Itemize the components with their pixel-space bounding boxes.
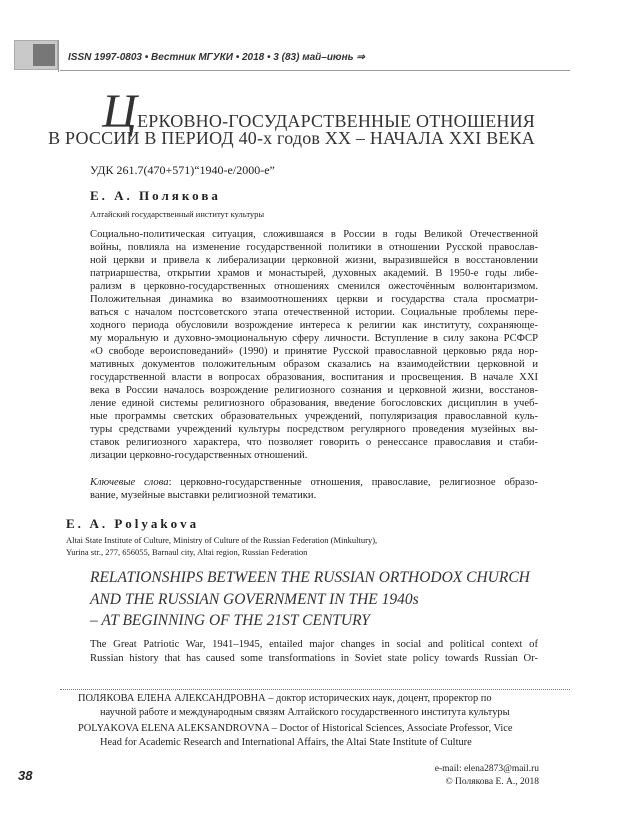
bio-ru-line1: ПОЛЯКОВА ЕЛЕНА АЛЕКСАНДРОВНА – доктор исторических наук, доцент, проректор по	[78, 693, 492, 704]
article-title-en	[90, 567, 530, 632]
abstract-ru-line: ставок религиозного характера, что позволяет говорить о ренессансе православия и стаби-	[90, 437, 538, 448]
abstract-ru-line: войны, повлияла на изменение государственной политики в отношении Русской православ-	[90, 242, 538, 253]
author-bio-ru	[78, 692, 538, 720]
title-dropcap: Ц	[102, 85, 138, 138]
abstract-ru-line: туры средствами учреждений культуры посредством регулярного проведения музейных вы-	[90, 424, 538, 435]
affiliation-en-line1: Altai State Institute of Culture, Ministry of Culture of the Russian Federation (Minkultury),	[66, 535, 378, 545]
title-text-1: ЕРКОВНО-ГОСУДАРСТВЕННЫЕ ОТНОШЕНИЯ	[137, 111, 535, 131]
keywords-text-1: : церковно-государственные отношения, православие, религиозное образо-	[168, 477, 538, 488]
bio-en-line1: POLYAKOVA ELENA ALEKSANDROVNA – Doctor of Historical Sciences, Associate Professor, Vice	[78, 723, 513, 734]
abstract-ru-line: государственной власти в вопросах образования, воспитания и просвещения. В начале XXI	[90, 372, 538, 383]
bio-ru-line2: научной работе и международным связям Алтайского государственного института культуры	[100, 707, 510, 718]
keywords-text-2: вание, музейные выставки религиозной тематики.	[90, 490, 317, 501]
abstract-ru-line: «О свободе вероисповеданий» (1990) и принятие Русской православной церковью ряда нор-	[90, 346, 538, 357]
affiliation-en	[66, 534, 377, 558]
affiliation-en-line2: Yurina str., 277, 656055, Barnaul city, Altai region, Russian Federation	[66, 547, 308, 557]
header-divider	[58, 40, 59, 72]
author-bio-en	[78, 722, 538, 750]
affiliation-ru: Алтайский государственный институт культуры	[90, 209, 265, 219]
page-number: 38	[18, 768, 33, 783]
article-title-line2: В РОССИИ В ПЕРИОД 40-х годов XX – НАЧАЛА XXI ВЕКА	[48, 128, 535, 148]
author-en: E. A. Polyakova	[66, 516, 200, 531]
abstract-en-line: The Great Patriotic War, 1941–1945, entailed major changes in social and political context of	[90, 639, 538, 650]
abstract-ru-line: му моральную и духовно-эмоциональную сферу личности. Вступление в силу закона РСФСР	[90, 333, 538, 344]
abstract-en-line: Russian history that has caused some transformations in Soviet state policy towards Russian Or-	[90, 653, 538, 665]
abstract-ru-line: мативных документов положительным образом сказались на взаимодействии церковной и	[90, 359, 538, 370]
footnote-divider	[60, 689, 570, 690]
author-ru: Е. А. Полякова	[90, 188, 221, 203]
abstract-ru-line: Социально-политическая ситуация, сложившаяся в России в годы Великой Отечественной	[90, 229, 538, 240]
abstract-ru-line: ной церкви и привела к либерализации церковной жизни, выразившейся в восстановлении	[90, 255, 538, 266]
bio-en-line2: Head for Academic Research and International Affairs, the Altai State Institute of Culture	[100, 737, 472, 748]
keywords-label: Ключевые слова	[90, 477, 169, 488]
abstract-ru-line: ление единой системы религиозного образования, введение богословских дисциплин в учеб-	[90, 398, 538, 409]
journal-logo	[14, 40, 58, 70]
abstract-ru-line: ходного периода обусловили возрождение интереса к религии как институту, сохраняюще-	[90, 320, 538, 331]
abstract-ru-line: ные программы светских образовательных учреждений, популяризация православной куль-	[90, 411, 538, 422]
header-rule	[60, 70, 570, 71]
copyright: © Полякова Е. А., 2018	[445, 777, 539, 787]
title-en-line: – AT BEGINNING OF THE 21ST CENTURY	[90, 612, 370, 629]
abstract-en	[90, 638, 538, 667]
abstract-ru-line: лизации церковно-государственных отношений.	[90, 450, 308, 461]
abstract-ru-line: Положительная динамика во взаимоотношениях церкви и государства стала просматри-	[90, 294, 538, 305]
udk-code: УДК 261.7(470+571)“1940-е/2000-е”	[90, 163, 275, 177]
title-en-line: AND THE RUSSIAN GOVERNMENT IN THE 1940s	[90, 590, 419, 608]
email: e-mail: elena2873@mail.ru	[434, 764, 539, 774]
abstract-ru-line: века в России началось возрождение религиозного сознания и церковной жизни, восстанов-	[90, 385, 538, 396]
abstract-ru	[90, 228, 538, 462]
contact-block	[435, 763, 539, 789]
running-header: ISSN 1997-0803 • Вестник МГУКИ • 2018 • 3 (83) май–июнь ⇒	[68, 52, 365, 63]
abstract-ru-line: патриаршества, открытии храмов и монастырей, духовных академий. В 1950-е годы либе-	[90, 268, 538, 279]
abstract-ru-line: ваться с началом постсоветского этапа отечественной истории. Социальные проблемы пере-	[90, 307, 538, 318]
abstract-ru-line: рализм в церковно-государственных отношениях сменился ожесточённым волюнтаризмом.	[90, 281, 538, 292]
article-title-line1	[102, 85, 535, 138]
title-en-line: RELATIONSHIPS BETWEEN THE RUSSIAN ORTHODOX CHURCH	[90, 569, 530, 586]
keywords-ru	[90, 476, 538, 502]
